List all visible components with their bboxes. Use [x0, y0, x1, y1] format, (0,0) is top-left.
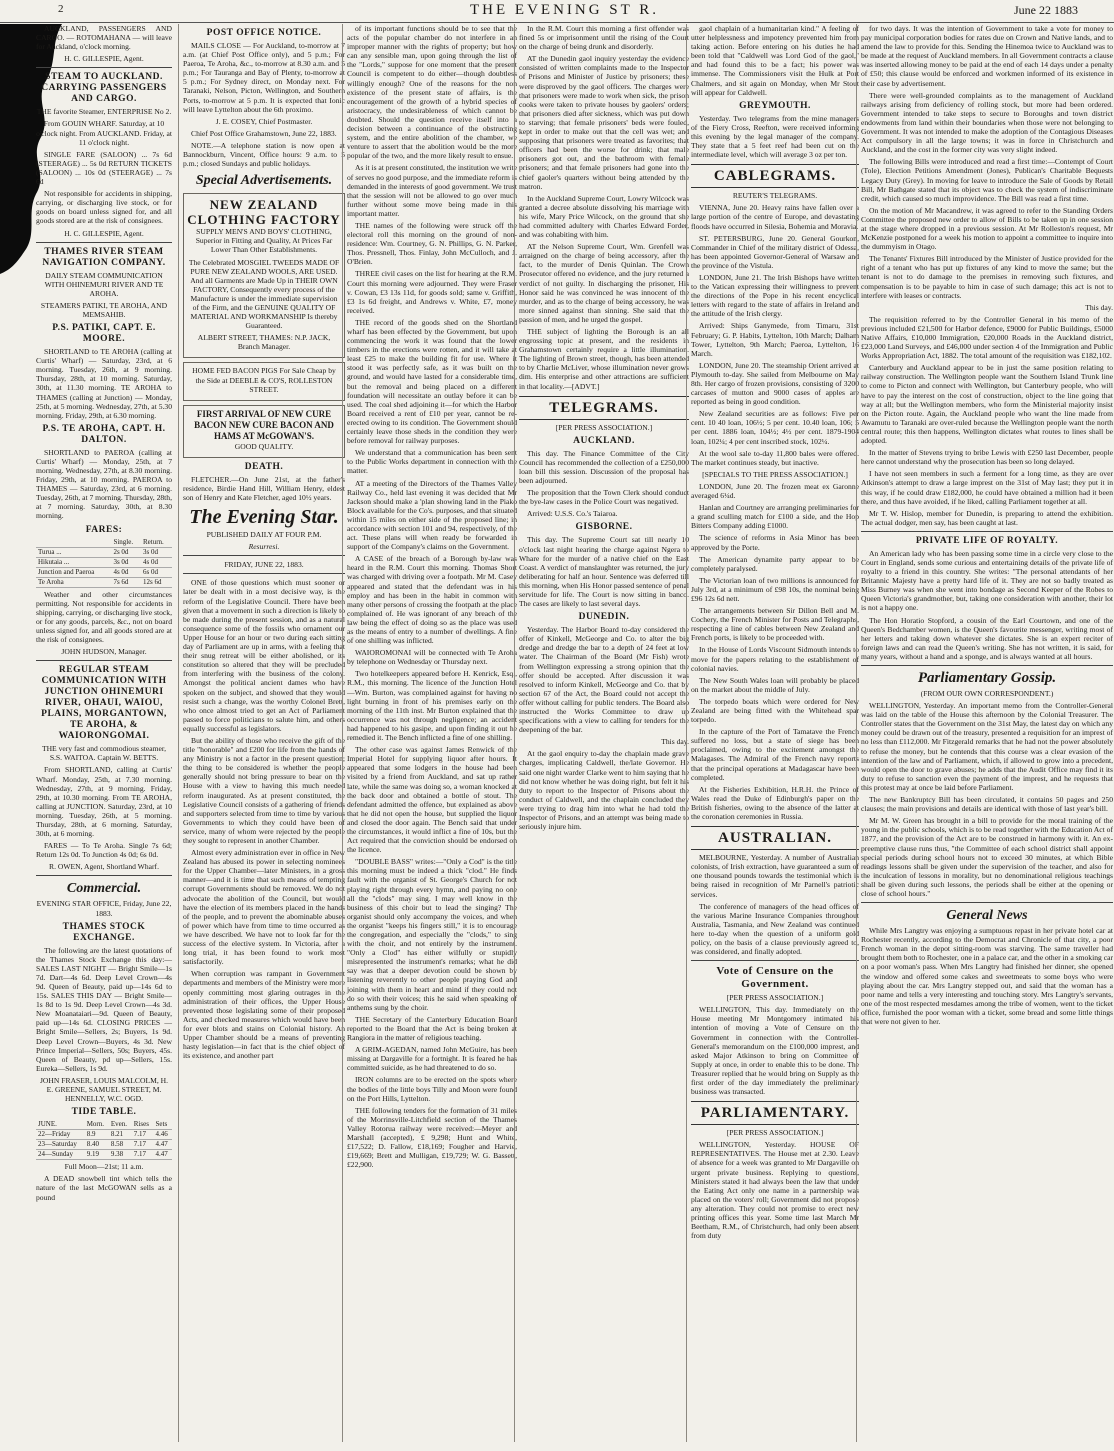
waitoa-name: THE very fast and commodious steamer, S.S. WAITOA. Captain W. BETTS. [41, 744, 167, 763]
news-para: THE record of the goods shed on the Shortland wharf has been effected by the Government, but upon commencing the work it was found that the lower timbers in the erections were rotten, and it will take at least £25 to make the building fit for use. Where it stood it was perfectly safe, as it was built on the ground, and would have lasted for a considerable time, but the removal and being placed on a different foundation will necessitate an outlay before it can be used. The coal shed adjoining it—for which the Harbor Board received a rent of £10 per year, cannot be re-erected owing to its condition. The Government should certainly leave those sheds in the condition they were before removal for railway purposes. [347, 317, 517, 446]
parliamentary-heading: PARLIAMENTARY. [691, 1101, 859, 1125]
ship-ad-2-agent: H. C. GILLESPIE, Agent. [64, 228, 144, 238]
divider [183, 555, 345, 556]
first-arrival-text: FIRST ARRIVAL OF NEW CURE BACON NEW CURE BACON AND HAMS AT McGOWAN'S. [194, 408, 334, 441]
columns [0, 24, 1114, 1444]
news-para: The following Bills were introduced and read a first time:—Contempt of Court (Tole), Election Petitions Amendment (Jones), Publican's Charitable Bequests Legacy Duty (Grey). In moving for leave to introduce the Sale of Goods by Retail Bill, Mr Bathgate stated that its object was to check the system of indiscriminate credit, which caused so much improvidence. The Bill was read a first time. [861, 157, 1113, 203]
brokers: JOHN FRASER, LOUIS MALCOLM, H. E. GREENE, SAMUEL STREET, M. HENNELLY, W.C. OGD. [39, 1075, 169, 1104]
general-news-body: While Mrs Langtry was enjoying a sumptuous repast in her private hotel car at Rochester recently, according to the Democrat and Chronicle of that city, a poor French woman in the depot sitting-room was starving. The same traveller had brought them both to Rochester, one in a palace car, and the other in a smoking car on a poor woman's pass. When Mrs Langtry had finished her dinner, she opened the window and offered some cakes and sweetmeats to some boys who were playing about the car. Mrs Langtry stepped out, and said that the woman has a poor name and tells a very interesting and touching story. Mrs Langtry's servants, one of the most respected mesdames among the tribe of women, went to the ticket office, furnished the poor woman with a ticket, some bread and some little things that were not given to her. [861, 926, 1113, 1026]
gaol-enquiry-body: At the gaol enquiry to-day the chaplain made grave charges, implicating Caldwell, the/late Governor. He said one night warder Clarke went to him saying that he did not know whether he was doing right, but felt it his duty to report to the Inspector of Prisons about the conduct of Caldwell, and the chaplain concluded they were trying to drag him into what he had told the Inspector of Prisons, and an attempt was being made to seriously injure him. [519, 749, 689, 832]
arrived-item: Arrived: Ships Ganymede, from Timaru, 31st February; G. P. Habits, Lyttelton, 10th March; Dalham Tower, Lyttelton, 9th March; Paeroa, Lyttelton, 16 March. [691, 321, 859, 358]
leader-para: Almost every administration ever in office in New Zealand has abused its power in selecting nominees for the Upper Chamber—later Ministers, in a gross manner—and it is time that such means of tempting corrupt Governments should be removed. We do not advocate the abolition of the Council, but would have the election of its members placed in the hands of the people, and to prevent the abominable abuses of power which have from time to time occurred as we have described. We have not to look far for the success of the elective system. In Victoria, after a long trial, it has been found to work most satisfactorily. [183, 848, 345, 967]
ship-ad-2-name: THE favorite Steamer, ENTERPRISE No 2. [36, 107, 172, 117]
news-para: "DOUBLE BASS" writes:—"Only a Cod" is the title this morning must be indeed a thick "clod." He finds fault with the organist of St. George's Church for not playing right through every hymn, and paying no one all the "clods" may sing. I may well know in the business of this choir but to lead the singing? The organist should only accompany the voices, and when the organist "keeps his fingers still," it is to encourage the congregation, and especially the "clods," to sing with the choir, and not entirely by the instrument. "Only a Clod" has either wilfully or stupidly misrepresented the instrument's remarks; what he did say was that a deeper devotion could be shown by listening reverently to other people praying God and joining with them in heart and mind if they could not do so with their voices; this he said when speaking of anthems sung by the choir. [347, 857, 517, 1012]
tearoha-heading: P.S. TE AROHA, CAPT. H. DALTON. [42, 423, 166, 445]
news-para: gaol chaplain of a humanitarian kind." A feeling of utter helplessness and impotency prevented him from taking action. Before entering on his duties he had been told that "Caldwell was Lord God of the gaol," and had found this to be a fact; his power was immense. The Commissioners visit the Hulk at Port Chalmers, and sit again on Monday, when Mr Stout will appear for Caldwell. [691, 24, 859, 97]
gisborne-heading: GISBORNE. [575, 522, 633, 533]
vienna-item: VIENNA, June 20. Heavy rains have fallen over a large portion of the centre of Europe, and devastating floods have occurred in Silesia, Bohemia and Moravia. [691, 203, 859, 231]
post-office-date: Chief Post Office Grahamstown, June 22, 1883. [191, 128, 337, 138]
home-fed-ad [183, 362, 345, 400]
ship-ad-2-note: Not responsible for accidents in shipping, carrying, or discharging live stock, or for goods on board unless signed for, and all goods stored are at the risk of consignees. [36, 189, 172, 226]
news-para: AT the Nelson Supreme Court, Wm. Grenfell was arraigned on the charge of being accessory, after the fact, to the murder of Denis Quinlan. The Crown Prosecutor offered no evidence, and the jury returned a verdict of not guilty. In discharging the prisoner, His Honor said he was convinced he was innocent of the murder, and as to the charge of being accessory, he was more sinned against than sinning. She said that the passion of men, and he urged the gospel. [519, 242, 689, 324]
table-row: 22—Friday 8.9 8.21 7.17 4.46 [36, 1130, 172, 1140]
news-para: In the R.M. Court this morning a first offender was fined 5s or imprisonment until the rising of the Court on the charge of being drunk and disorderly. [519, 24, 689, 52]
cablegrams-heading: CABLEGRAMS. [691, 164, 859, 188]
ship-ad-2-times: From GOUIN WHARF. Saturday, at 10 o'clock night. From AUCKLAND. Friday, at 11 o'clock night. [36, 119, 172, 147]
london21-item: LONDON, June 21. The Irish Bishops have written to the Vatican expressing their willingness to prevent the directions of the Pope in his recent encyclical letters with regard to the state of affairs in Ireland and the attitude of the Irish clergy. [691, 272, 859, 319]
page-fragment: 2 [58, 3, 64, 15]
tide-heading: TIDE TABLE. [71, 1107, 137, 1118]
column-3 [342, 24, 521, 1442]
general-news-heading: General News [946, 908, 1028, 924]
stpete-item: ST. PETERSBURG, June 20. General Gourkon, Commander in Chief of the military district of Odessa, has been appointed Governor-General of Warsaw and the province of the Vistula. [691, 233, 859, 270]
specials-line: [SPECIALS TO THE PRESS ASSOCIATION.] [702, 469, 848, 479]
vote-censure-body: WELLINGTON, This day. Immediately on the House meeting Mr Montgomery intimated his intention of moving a Vote of Censure on the Government in connection with the Controller-General's memorandum on the £100,000 imprest, and asked Major Atkinson to bring on Committee of Supply at once, in order to enable this to be done. The Treasurer replied that he would bring on Supply as the first order of the day immediately the preliminary business was transacted. [691, 1005, 859, 1097]
office-dateline: EVENING STAR OFFICE, Friday, June 22, 1883. [36, 899, 172, 918]
nz-clothing-address: ALBERT STREET, THAMES: N.P. JACK, Branch Manager. [197, 333, 331, 352]
royalty-body: An American lady who has been passing some time in a circle very close to the Court in England, sends some curious and entertaining details of the private life of royalty to a friend in this country. She writes: "The personal attendants of her Britannic Majesty have a pretty hard life of it. They are not so badly treated as Miss Burney was when she went into bondage as Second Keeper of the Robes to Queen Victoria's grandmother, but, taking one consideration with another, their lot is not a happy one. [861, 548, 1113, 613]
thames-river-steamers: STEAMERS PATIKI, TE AROHA, AND MEMSAHIB. [40, 300, 168, 319]
news-para: THE following tenders for the formation of 31 miles of the Morrinsville-Litchfield section of the Thames Valley Rotorua railway were received:—Meyer and Marshall (accepted), £ 9,298; Hunt and White, £17,522; D. Fallow, £18,169; Fougher and Harvie, £19,669; Brett and Mulligan, £19,729; W. G. Bassett, £22,900. [347, 1105, 517, 1170]
post-office-sign: J. E. COSEY, Chief Postmaster. [215, 116, 313, 126]
gossip-body: WELLINGTON, Yesterday. An important memo from the Controller-General was laid on the table of the House this afternoon by the Colonial Treasurer. The Controller states that the Government on the 31st May, the latest day on which any money could be drawn out of the treasury, presented a requisition for an imprest of no less than £112,000. Mr Fitzgerald remarks that he had not the power absolutely to refuse the money, but he contends that this course was a clear evasion of the intention of the law and of Parliament, which, if allowed to grow into a precedent, would open the door to grave abuses; he adds that the Audit Office may find it its duty to refuse to sanction even the payment of the imprest, and he requests that this protest may at once be laid before Parliament. [861, 701, 1113, 792]
gossip-body-3: Mr M. W. Green has brought in a bill to provide for the moral training of the young in the public schools, which is to be read together with the Education Act of 1877, and the provision of the Act are to be construed in harmony with it. An ex-preemptive clause runs thus, "the Committee of each school district shall appoint special periods during school hours not to exceed 30 minutes, at which Bible readings lessons shall be given under the supervision of the teacher, and also for the inculcation of lessons in morality, but no denominational religious teachings shall be given during such lessons, the periods shall be either at the opening or close of school hours." [861, 816, 1113, 898]
news-para: As it is at present constituted, the institution we write of serves no good purpose, and the immediate reform is demanded in the interests of good government. We trust that the session will not be allowed to go over much further without some move being made in this important matter. [347, 163, 517, 218]
gossip-sub: (FROM OUR OWN CORRESPONDENT.) [920, 689, 1054, 698]
ship-ad-2-heading: STEAM TO AUCKLAND. CARRYING PASSENGERS AND CARGO. [41, 72, 167, 105]
torpedo-item: The torpedo boats which were ordered for New Zealand are being fitted with the Whitehead spar torpedo. [691, 696, 859, 725]
auckland-para: This day. The Finance Committee of the City Council has recommended the collection of a £250,000 loan bill this session. Discussion of the proposal has been adjourned. [519, 448, 689, 486]
thames-river-sub: DAILY STEAM COMMUNICATION WITH OHINEMURI RIVER AND TE AROHA. [44, 270, 164, 298]
masthead [0, 0, 1114, 23]
tide-moon: Full Moon—21st; 11 a.m. [64, 1162, 144, 1172]
leader-para: ONE of those questions which must sooner or later be dealt with in a most decisive way, is the reform of the Legislative Council. There have been given that a movement in such a direction is likely to be made during the present session, and as a natural consequence some of the fossils who ornament our Upper House for an hour or two during each sitting day of Parliament are up in arms, with a feeling that their snug retreat will be either abolished, or its constitution so altered that they will be precluded from interfering with the business of the colony. Amongst the political ancient dames who have spoken on the subject, and showed that they would resist such a change, was the worthy Colonel Brett, who once almost tried to get an Act of Parliament passed to force politicians to salute him, and others equally successful as legislators. [183, 578, 345, 733]
commercial-heading: Commercial. [66, 881, 142, 897]
post-office-mails: MAILS CLOSE — For Auckland, to-morrow at 7 a.m. (at Chief Post Office only), and 5 p.m.; For Paeroa, Te Aroha, &c., to-morrow at 8.30 a.m. and 5 p.m.; For Tauranga and Bay of Plenty, to-morrow at 5 p.m.; For Sydney direct, on Monday next. For Taranaki, Nelson, Picton, Wellington, and Southern Ports, to-morrow at 5 p.m. It is expected that Ionic will leave Lyttelton about the 6th proximo. [183, 41, 345, 114]
first-arrival-sub: GOOD QUALITY. [234, 441, 294, 451]
divider [183, 573, 345, 574]
waitoa-times: From SHORTLAND, calling at Curtis' Wharf. Monday, 25th, at 7.30 morning. Wednesday, 27th, at 9 morning. Friday, 29th, at 10.30 morning. From TE AROHA, calling at JUNCTION. Saturday, 23rd, at 10 morning. Tuesday, 26th, at 5 morning. Thursday, 28th, at 6 morning. Saturday, 30th, at 6 morning. [36, 765, 172, 839]
column-4 [514, 24, 693, 1442]
dynamite-item: The American dynamite party appear to be completely paralysed. [691, 554, 859, 573]
news-para: THREE civil cases on the list for hearing at the R.M. Court this morning were adjourned. They were Fraser v. Cowan, £3 13s 11d, for goods sold; same v. Griffith, £3 1s 6d freight, and Andrews v. White, £7, money received. [347, 269, 517, 315]
securities-item: New Zealand securities are as follows: Five per cent. 10 40 loan, 106½; 5 per cent. 10.40 loan, 106; 5 per cent. 1886 loan, 104½; 4½ per cent. 1879-1904 loan, 102¼; 4 per cent inscribed stock, 102¼. [691, 409, 859, 446]
table-row: Turua ... 2s 0d 3s 0d [36, 547, 172, 557]
news-para: for two days. It was the intention of Government to take a vote for money to pay municipal corporation bodies for rates due on Crown and Native lands, and to amend the law to provide for this. Sending the Hinemoa twice to Auckland was to be made at the request of Auckland members. In all Government contracts a clause was inserted allowing money to be paid at the end of each 14 days under a penalty of £50; this clause would be enforced and workmen informed of its existence in their case by advertisement. [861, 24, 1113, 88]
death-body: FLETCHER.—On June 21st, at the father's residence, Birdie Hand Hill, William Henry, eldest son of Henry and Kate Fletcher, aged 10½ years. [183, 474, 345, 502]
patiki-times: SHORTLAND to TE AROHA (calling at Curtis' Wharf) — Saturday, 23rd, at 6 morning. Tuesday, 26th, at 9 morning. Thursday, 28th, at 10 morning. Saturday, 30th, at 11.30 morning. TE AROHA to THAMES (calling at Junction) — Monday, 25th, at 5 morning. Wednesday, 27th, at 5.30 morning. Friday, 29th, at 6.30 morning. [36, 347, 172, 420]
news-para: THE subject of lighting the Borough is an all engrossing topic at present, and the residents in Grahamstown certainly require a little illumination. The lighting of Brown street, though, has been attended to by Charlie McLiver, whose illumination never grows dim. His enterprise and other attractions are sufficient in that locality.—[ADVT.] [519, 327, 689, 391]
leader-para: But the ability of those who receive the gift of the title "honorable" and £200 for life from the hands of any Ministry is not a factor in the present question; the thing to be considered is whether the people generally should not bring pressure to bear on the House with a view to having this much needed reform inaugurated. As at present constituted, the Legislative Council consists of a gathering of friends and supporters selected from time to time by various Governments to which they could have been of service, many of whom were rejected by the people they sought to represent in another Chamber. [183, 735, 345, 845]
table-row: Hikutaia ... 3s 0d 4s 0d [36, 557, 172, 567]
royalty-heading: PRIVATE LIFE OF ROYALTY. [915, 535, 1059, 546]
hanlan-item: Hanlan and Courtney are arranging preliminaries for a grand sculling match for £100 a side, and the Hop Bitters Company adding £1000. [691, 503, 859, 531]
auckland-heading: AUCKLAND. [573, 435, 635, 446]
this-day-line: This day. [1085, 302, 1113, 312]
auckland-para: The proposition that the Town Clerk should conduct the bye-law cases in the Police Court was negatived. [519, 488, 689, 507]
asia-item: The science of reforms in Asia Minor has been approved by the Porte. [691, 533, 859, 552]
greymouth-body: Yesterday. Two telegrams from the mine managers of the Fiery Cross, Reefton, were received informing this evening by the legal manager of the company. They state that a 5 feet reef had been cut on the intermediate level, which will average 3 oz per ton. [691, 113, 859, 160]
column-5 [686, 24, 863, 1442]
fares-agent: JOHN HUDSON, Manager. [61, 647, 147, 657]
special-ads-heading: Special Advertisements. [195, 173, 333, 189]
conference-item: The conference of managers of the head offices of the various Marine Insurance Companies throughout Australia, Tasmania, and New Zealand was continued here to-day when the question of a uniform gold policy, on the basis of a clause previously agreed to, was considered, and finally adopted. [691, 901, 859, 957]
imprest-item: I have not seen members in such a ferment for a long time, as they are over Atkinson's attempt to draw a large imprest on the 31st of May last; they put it in this way, if he could draw £182,000, he could have obtained a million had it been there, and thus have avoided, if he liked, calling Parliament together at all. [861, 469, 1113, 506]
news-para: AT a meeting of the Directors of the Thames Valley Railway Co., held last evening it was decided that Mr Jackson should make a 'plan showing land in the Piako Block available for the Co's. purposes, and that situated within 15 miles on either side of the proposed line; in accordance with section 101 and 94, respectively, of the act. These plans will when ready be forwarded in support of the Company's claims on the Government. [347, 478, 517, 552]
published-line: PUBLISHED DAILY AT FOUR P.M. [206, 530, 322, 540]
ship-ad-2-fares: SINGLE FARE (SALOON) ... 7s 6d (STEERAGE) ... 5s 0d RETURN TICKETS (SALOON) ... 10s 0d (STEERAGE) ... 7s 6d [36, 149, 172, 187]
news-para: IRON columns are to be erected on the spots where the bodies of the little boys Tilly and Moon were found on the Port Hills, Lyttelton. [347, 1075, 517, 1103]
table-row: Single. Return. [36, 538, 172, 548]
nz-clothing-mosgiel: The Celebrated MOSGIEL TWEEDS MADE OF PURE NEW ZEALAND WOOLS, ARE USED. And all Garments are Made Up in THEIR OWN FACTORY, Consequently every process of the Manufacture is under the immediate supervision of the Firm, and the GENUINE QUALITY OF MATERIAL AND WORKMANSHIP Is thereby Guaranteed. [188, 257, 340, 331]
exchange-heading: THAMES STOCK EXCHANGE. [62, 921, 146, 943]
column-1 [6, 24, 176, 1442]
gossip-heading: Parliamentary Gossip. [917, 670, 1057, 686]
vote-censure-heading: Vote of Censure on the Government. [716, 965, 834, 991]
auckland-para: Arrived: U.S.S. Co.'s Taiaroa. [527, 509, 618, 519]
news-para: A CASE of the breach of a Borough by-law was heard in the R.M. Court this morning. Thomas Short was charged with driving over a footpath. Mr M. Casey appeared and stated that the defendant was in his employ and has been in the habit in common with many other persons of crossing the footpath at the place complained of. He was ignorant of any breach of the law being the effect of doing so as the place was used as the means of entry to a number of dwellings. A fine of one shilling was inflicted. [347, 554, 517, 646]
divider [861, 531, 1113, 532]
post-office-heading: POST OFFICE NOTICE. [206, 28, 322, 38]
news-para: THE names of the following were struck off the electoral roll this morning on the ground of non-residence: Wm. Courtney, G. N. Phillips, G. N. Parker, Thos. Pressnell, Thos. Finlay, John McCulloch, and J. O'Brien. [347, 220, 517, 267]
news-para: WAIOROMONAI will be connected with Te Aroha by telephone on Wednesday or Thursday next. [347, 648, 517, 667]
patiki-heading: P.S. PATIKI, CAPT. E. MOORE. [52, 323, 156, 345]
death-heading: DEATH. [244, 461, 284, 472]
ship-ad-1-agent: H. C. GILLESPIE, Agent. [64, 54, 144, 64]
parliamentary-body: WELLINGTON, Yesterday. HOUSE OF REPRESENTATIVES. The House met at 2.30. Leave of absence for a week was granted to Mr Dargaville on urgent private business. Replying to questions, Ministers stated it had always been the law that under the Eating Act only one name in a partnership was placed on the voters' roll; Government did not propose any alteration. They could not promise to erect new printing offices this year. Some time last March Mr Beetham, R.M., of Christchurch, had only been absent from duty [691, 1140, 859, 1241]
exchange-body: The following are the latest quotations of the Thames Stock Exchange this day:— SALES LAST NIGHT — Bright Smile—1s 7d. Dart—4s 6d. Deep Level Crown—4s 9d. Queen of Beauty, paid up—14s 6d to 15s. SALES THIS DAY — Bright Smile—1s 8d to 1s 9d. Deep Level Crown—4s 3d. New Moanataiari—9d. Queen of Beauty, paid up—14s 6d. CLOSING PRICES — Bright Smile—Sellers, 2s; Buyers, 1s 9d. Deep Level Crown—Buyers, 4s 3d. New Prince Imperial—Sellers, 50s; Buyers, 45s. Queen of Beauty, pd up—Sellers, 15s. Eureka—Sellers, 1s 9d. [36, 945, 172, 1073]
requisition-item: The requisition referred to by the Controller General in his memo of the previous included £21,500 for Harbor defence, £9000 for Public Buildings, £5000 Native Affairs, £10,000 Immigration, £20,000 Roads in the Auckland district, £23,000 Land Surveys, and £46,000 under section 4 of the Immigration and Public Works Appropriation Act, 1882. The total amount of the requisition was £182,102. [861, 314, 1113, 361]
fares-table [36, 538, 172, 588]
leader-date: FRIDAY, JUNE 22, 1883. [224, 560, 304, 570]
waitoa-fares: FARES — To Te Aroha. Single 7s 6d; Return 12s 0d. To Junction 4s 0d; 6s 0d. [36, 841, 172, 860]
evening-star-title: The Evening Star. [189, 506, 339, 529]
news-para: THE Secretary of the Canterbury Education Board reported to the Board that the Act is being broken at Rangiora in the matter of religious teaching. [347, 1014, 517, 1043]
snowbell-notice: A DEAD snowbell tint which tells the nature of the last McGOWAN sells as a pound [36, 1174, 172, 1202]
telegrams-heading: TELEGRAMS. [519, 396, 689, 420]
news-para: We understand that a communication has been sent to the Public Works department in connection with the matter. [347, 448, 517, 476]
wool-sale-item: At the wool sale to-day 11,800 bales were offered. The market continues steady, but inactive. [691, 448, 859, 467]
this-day-line: This day. [661, 737, 689, 747]
australian-heading: AUSTRALIAN. [691, 826, 859, 850]
dunedin-body: Yesterday. The Harbor Board to-day considered the offer of Kinkell, McGeorge and Co. to alter the big dredge and dredge the bar to a depth of 24 feet at low water. The Chairman of the Board (Mr Fish) wrote from Wellington expressing a strong opinion that the offer should be accepted. After discussion it was resolved to inform Kinkell, McGeorge and Co. that by section 67 of the Act, the Board could not accept the offer without calling for public tenders. The Board also instructed the Works Committee to draw up specifications with a view to calling for tenders for the deepening of the bar. [519, 625, 689, 735]
table-row: Junction and Paeroa 4s 0d 6s 0d [36, 567, 172, 577]
fares-heading: FARES: [85, 524, 123, 535]
table-row: 23—Saturday 8.40 8.58 7.17 4.47 [36, 1140, 172, 1150]
news-para: A GRIM-AGEDAN, named John McGuire, has been missing at Dargaville for a fortnight. It is feared he has committed suicide, as he had threatened to do so. [347, 1045, 517, 1073]
royalty-body-2: The Hon Horatio Stopford, a cousin of the Earl Courtown, and one of the Queen's Bedchamber women, is the Queen's favourite messenger, writing most of her letters and taking down whatever she dictates. She is an expert reciter of foreign laws and can read the Queen's writing. She has not written, it is said, for many years, without a hand and a sponge, and is always wanted at all hours. [861, 615, 1113, 661]
press-association-line: [PER PRESS ASSOCIATION.] [555, 422, 653, 432]
dodger-item: Mr T. W. Hislop, member for Dunedin, is preparing to attend the exhibition. The actual dodger, men say, has been caught at last. [861, 508, 1113, 527]
news-para: of its important functions should be to see that the acts of the popular chamber do not interfere in an improper manner with the rights of property; but how can any sensible man, upon going through the list of the "Lords," suppose for one moment that the present Council is competent to do either—though doubtless willingly enough? One of the reasons for the non existence of the present state of affairs, is the encouragement of the growth of a hybrid species of aristocracy, the undesirableness of which cannot be doubted. Should the question receive itself into a decision between a continuance of the obstructing system, and the entire abolition of the chamber, we venture to assert that the abolition would be the more popular of the two, and the more likely result to ensue. [347, 24, 517, 161]
vote-press-line: [PER PRESS ASSOCIATION.] [726, 993, 824, 1003]
post-office-note: NOTE.—A telephone station is now open at Bannockburn, Vincent, Office hours: 9 a.m. to 5 p.m.; closed Sundays and public holidays. [183, 140, 345, 169]
tearoha-times: SHORTLAND to PAEROA (calling at Curtis' Wharf) — Monday, 25th, at 7 morning. Wednesday, 27th, at 8.30 morning. Friday, 29th, at 10 morning. PAEROA to THAMES — Saturday, 23rd, at 6 morning. Tuesday, 26th, at 7 morning. Thursday, 28th, at 7 morning. Saturday, 30th, at 8.30 morning. [36, 447, 172, 521]
parl-press-line: [PER PRESS ASSOCIATION.] [726, 1128, 824, 1138]
fares-note: Weather and other circumstances permitting. Not responsible for accidents in shipping, carrying, or discharging live stock, or for any goods, parcels, &c., not on board unless signed for, and all goods stored are at the risk of consignees. [36, 589, 172, 645]
thames-river-heading: THAMES RIVER STEAM NAVIGATION COMPANY. [42, 246, 166, 268]
issue-date: June 22 1883 [1014, 3, 1078, 17]
ship-ad-1: AUCKLAND, PASSENGERS AND CARGO. — ROTOMAHANA — will leave for Auckland, o'clock morning. [36, 24, 172, 52]
arrangements-item: The arrangements between Sir Dillon Bell and M. Cochery, the French Minister for Posts and Telegraphs, respecting a line of cables between New Zealand and French ports, is likely to be proceeded with. [691, 606, 859, 643]
loans-item: The Victorian loan of two millions is announced for July 3rd, at a minimum of £98 10s, the nominal being £96 12s 6d nett. [691, 575, 859, 603]
news-para: There were well-grounded complaints as to the management of Auckland railways arising from deficiency of rolling stock, but more had been ordered. Government intended to take steps to secure to Boroughs and town district endowments from land within their boundaries when those were not belonging to Government. It was not intended to make the adoption of the Contagious Diseases Act compulsory in all the large towns; it was in force in Christchurch and Auckland, and the cost in the former city was very slight indeed. [861, 90, 1113, 155]
home-fed-text: HOME FED BACON PIGS For Sale Cheap by the Side at DEEBLE & CO'S, ROLLESTON STREET. [192, 366, 336, 394]
house-lords-item: In the House of Lords Viscount Sidmouth intends to move for the papers relating to the establishment of colonial navies. [691, 645, 859, 673]
news-para: AT the Dunedin gaol inquiry yesterday the evidence consisted of written complaints made to the Inspector of Prisons and Minister of Justice by prisoners; these were disproved by the gaol officers. The charges were that prisoners were made to work when sick, the prison cooks were taken to private houses by gaolers' orders; that prisoners died after sickness, which was put down to starving; that female prisoners' beds were fouled, kept in order to make out that the cell was wet; and supposing that prisoners were treated as favorites; that officers had been the worse for drink; that male prisoners got out, and the bathroom with female prisoners; and that female prisoners had gone into the chief gaoler's quarters without being attended by the matron. [519, 54, 689, 191]
gisborne-body: This day. The Supreme Court sat till nearly 10 o'clock last night hearing the charge against Ngera to Whare for the murder of a native chief on the East Coast. A verdict of manslaughter was returned, the jury deliberating for half an hour. Sentence was deferred till this morning, when His Honor passed sentence of penal servitude for life. The Court is now sitting in banco. The cases are likely to last several days. [519, 535, 689, 609]
nsw-item: The New South Wales loan will probably be placed on the market about the middle of July. [691, 675, 859, 694]
canterbury-item: Canterbury and Auckland appear to be in just the same position relating to railway construction. The Wellington people want the Southern Island Trunk line to come to Picton and connect with Wellington, but Canterbury people, who will have to pay the interest on the cost of construction, object to the line going that way at all; but the Wellington members, who form the Ministerial majority insist on the Picton route. Again, the Auckland people who want the line made from Awamutu to Taranaki are over-ruled because the Wellington people want the north central route; this then happens, Wellington dictates what routes to lines shall be adopted. [861, 363, 1113, 446]
nz-clothing-ad [183, 193, 345, 358]
london20-item: LONDON, June 20. The steamship Orient arrived at Plymouth to-day. She sailed from Melbourne on May 8th. Her cargo of frozen provisions, consisting of 3200 carcases of mutton and 9000 cases of apples are reported as being in good condition. [691, 360, 859, 407]
dunedin-heading: DUNEDIN. [578, 612, 630, 623]
paper-title: THE EVENING ST R. [470, 2, 660, 18]
first-arrival-ad [183, 405, 345, 458]
table-row: 24—Sunday 9.19 9.38 7.17 4.47 [36, 1150, 172, 1160]
melbourne-item: MELBOURNE, Yesterday. A number of Australian colonists, of Irish extraction, have guaranteed a sum of one thousand pounds towards the testimonial which is being raised in recognition of Mr Parnell's patriotic services. [691, 853, 859, 899]
divider [36, 242, 172, 243]
nz-clothing-title: NEW ZEALAND CLOTHING FACTORY [187, 197, 341, 228]
leader-para: When corruption was rampant in Government departments and members of the Ministry were more openly committing most glaring outrages in the administration of their offices, the Upper House prevented those legislating some of their proposed Acts, and checked measures which would have been for ever blots and stains on Colonial history. An Upper Chamber should be a means of preventing hasty legislation—in fact that is the chief object of its existence, and another part [183, 969, 345, 1061]
column-6 [856, 24, 1114, 1442]
fisheries-item: At the Fisheries Exhibition, H.R.H. the Prince of Wales read the Duke of Edinburgh's paper on the British fisheries, owing to the absence of the latter at the coronation ceremonies in Russia. [691, 784, 859, 822]
table-row: JUNE. Morn. Even. Rises Sets [36, 1120, 172, 1130]
gossip-body-2: The new Bankruptcy Bill has been circulated, it contains 50 pages and 250 clauses; the main provisions and details are identical with those of last year's bill. [861, 795, 1113, 814]
news-para: On the motion of Mr Macandrew, it was agreed to refer to the Standing Orders Committee the proposed new order to allow of Bills to be taken up in one session at the stage where dropped in a previous session. At Mr Rolleston's request, Mr McKenzie postponed for a week his motion to appoint a committee to inquire into the dummyism in Otago. [861, 205, 1113, 252]
motto: Resurresi. [248, 542, 280, 552]
divider [861, 902, 1113, 903]
divider [36, 875, 172, 876]
regular-steam-heading: REGULAR STEAM COMMUNICATION WITH JUNCTION OHINEMURI RIVER, OHAUI, WAIOU, PLAINS, MORGANTOWN, TE AROHA, & WAIORONGOMAI. [41, 665, 167, 742]
greymouth-heading: GREYMOUTH. [739, 100, 811, 111]
divider [36, 660, 172, 661]
nz-clothing-supply: SUPPLY MEN'S AND BOYS' CLOTHING, Superior in Fitting and Quality, At Prices Far Lower Than Other Establishments. [195, 227, 333, 255]
news-para: The other case was against James Renwick of the Imperial Hotel for supplying liquor after hours. It appeared that some lodgers in the house had been visited by a friend from Auckland, and sat up rather late, while the same was doing so, a woman knocked at the back door and obtained a bottle of stout. The defendant admitted the offence, but explained as above that he did not open the house, but supplied the liquor and closed the door again. The Bench said that under the circumstances, it would inflict a fine of 10s, but the Act required that the conviction should be endorsed on the licence. [347, 745, 517, 855]
divider [36, 67, 172, 68]
frozen-meat-item: LONDON, June 20. The frozen meat ex Garonne averaged 6¼d. [691, 481, 859, 501]
stevens-item: In the matter of Stevens trying to bribe Lewis with £250 last December, people here cannot understand why the prosecution has been so long delayed. [861, 448, 1113, 467]
column-2 [178, 24, 349, 1442]
tamatave-item: In the capture of the Port of Tamatave the French suffered no loss, but a state of siege has been proclaimed, owing to the excitement amongst the Malagases. The Admiral of the French navy reports that the principal operations at Madagascar have been completed. [691, 727, 859, 782]
news-para: In the Auckland Supreme Court, Lowry Wilcock was granted a decree absolute dissolving his marriage with his wife, Mary Price Wilcock, on the ground that she had committed adultery with Charles Edward Forder, and was cohabiting with him. [519, 193, 689, 240]
tide-table [36, 1120, 172, 1160]
news-para: The Tenants' Fixtures Bill introduced by the Minister of Justice provided for the right of a tenant who has put up fixtures of any kind to move the same; but the tenant is not to do damage to the premises in removing such fixtures, and compensation is to be payable to him in case of such damage; this act is not to interfere with leases or contracts. [861, 254, 1113, 300]
table-row: Te Aroha 7s 6d 12s 6d [36, 577, 172, 587]
news-para: Two hotelkeepers appeared before H. Kenrick, Esq., R.M., this morning. The licence of the Junction Hotel—Wm. Burton, was complained against for having no light burning in front of his premises early on the morning of the 11th inst. Mr Burton explained that the occurrence was not through negligence; an accident had happened to his gasipe, and upon finding it out he remedied it. The Bench inflicted a fine of one shilling. [347, 669, 517, 743]
divider [691, 960, 859, 961]
divider [861, 665, 1113, 666]
waitoa-agent: R. OWEN, Agent, Shortland Wharf. [49, 862, 159, 872]
reuter-line: REUTER'S TELEGRAMS. [732, 191, 818, 201]
